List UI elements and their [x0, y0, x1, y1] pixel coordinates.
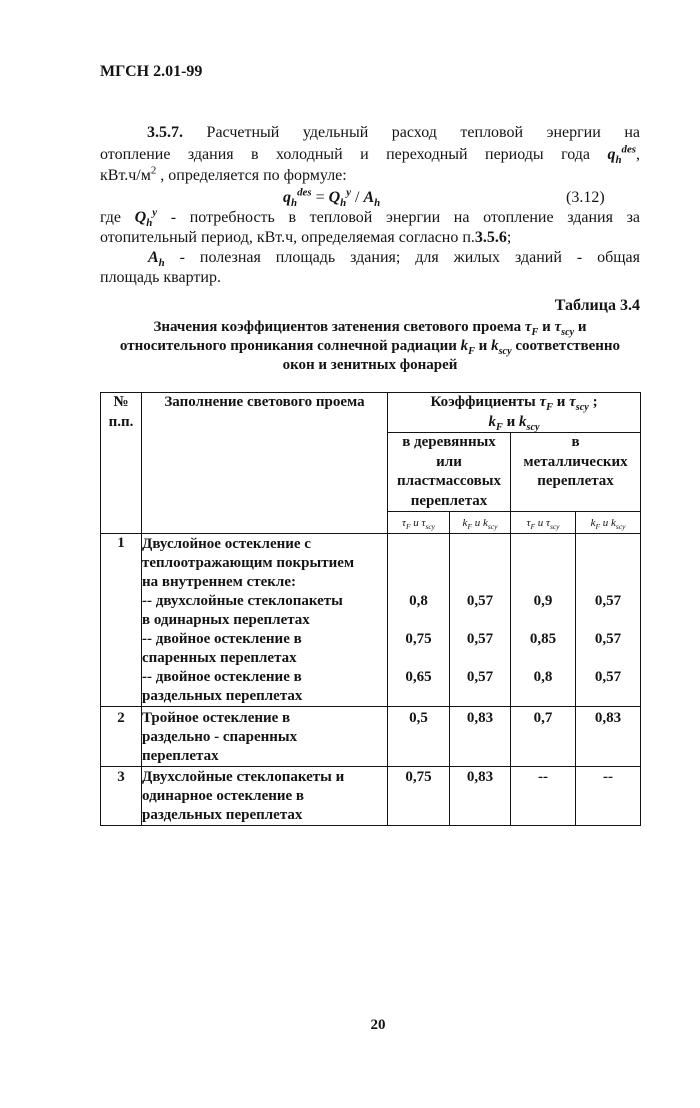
- clause-text-3: , определяется по формуле:: [156, 167, 347, 184]
- page-number: 20: [370, 1017, 386, 1033]
- description-line: раздельных переплетах: [142, 688, 303, 704]
- symbol-base: k: [460, 338, 469, 354]
- value-tau-metal: 0,9: [511, 592, 576, 630]
- conjunction: и: [556, 394, 566, 410]
- clause-reference: 3.5.6: [474, 229, 507, 246]
- description-line: теплоотражающим покрытием: [142, 555, 355, 571]
- value-tau-wood: 0,8: [388, 592, 450, 630]
- value-k-metal: --: [576, 767, 641, 826]
- symbol-subscript: scy: [498, 346, 512, 357]
- subrow-description: [142, 592, 388, 630]
- header-number-line: №: [113, 394, 129, 410]
- definition-line-2: [100, 228, 511, 248]
- description-line: на внутреннем стекле:: [142, 574, 296, 590]
- symbol-base: τ: [569, 394, 576, 410]
- symbol-tau-f: [524, 319, 539, 338]
- symbol-base: τ: [554, 319, 562, 335]
- symbol-base: τ: [539, 394, 547, 410]
- definition-line-1: [100, 208, 640, 228]
- row-number: 2: [101, 707, 142, 767]
- row-number: 1: [101, 534, 142, 707]
- symbol-subscript: F: [405, 521, 411, 531]
- header-tau-metal: [511, 512, 576, 534]
- symbol-subscript: scy: [487, 521, 498, 531]
- symbol-base: τ: [524, 319, 532, 335]
- definition-text-3: - полезная площадь здания; для жилых зданий - общая: [179, 249, 640, 266]
- value-tau-wood: 0,65: [388, 668, 450, 707]
- header-wood-line: в деревянных: [402, 434, 496, 450]
- separator: ;: [592, 394, 598, 410]
- table-title-line-2: [100, 336, 640, 356]
- symbol-subscript: F: [531, 327, 539, 338]
- value-tau-wood: 0,75: [388, 767, 450, 826]
- subrow-description: [142, 630, 388, 668]
- symbol-base: k: [611, 516, 616, 529]
- symbol-q-h-des: [607, 143, 637, 167]
- value-cell: [511, 534, 576, 593]
- conjunction: и: [474, 516, 481, 529]
- table-title-line-1: [100, 317, 640, 337]
- value-cell: [576, 534, 641, 593]
- value-k-wood: 0,83: [450, 767, 511, 826]
- header-filling: [142, 393, 388, 534]
- definition-line-3: [148, 248, 640, 268]
- value-tau-metal: 0,7: [511, 707, 576, 767]
- row-description: [142, 767, 388, 826]
- symbol-subscript: F: [595, 521, 601, 531]
- description-line: раздельных переплетах: [142, 807, 303, 823]
- formula-denominator: [363, 189, 381, 210]
- where-word: где: [100, 209, 122, 226]
- clause-text-2-end: ,: [636, 146, 641, 163]
- row-description: [142, 534, 388, 593]
- symbol-subscript: F: [467, 521, 472, 531]
- value-k-wood: 0,83: [450, 707, 511, 767]
- description-line: Двуслойное остекление с: [142, 536, 311, 552]
- symbol-base: τ: [546, 516, 550, 529]
- formula-numerator: [328, 186, 352, 210]
- symbol-base: k: [462, 516, 468, 529]
- value-k-wood: 0,57: [450, 668, 511, 707]
- value-k-metal: 0,83: [576, 707, 641, 767]
- symbol-base: A: [148, 249, 159, 266]
- symbol-base: Q: [328, 189, 341, 206]
- value-k-wood: 0,57: [450, 592, 511, 630]
- symbol-k-f: [460, 338, 475, 357]
- description-line: Двухслойные стеклопакеты и: [142, 769, 345, 785]
- symbol-base: q: [607, 146, 616, 163]
- symbol-base: A: [363, 189, 375, 206]
- header-coefficients-line-1: [388, 393, 640, 413]
- symbol-superscript: des: [297, 186, 312, 199]
- formula-label: (3.12): [566, 189, 605, 206]
- symbol-subscript: F: [530, 521, 535, 531]
- table-label: Таблица 3.4: [554, 297, 640, 314]
- unit-text: кВт.ч/м: [100, 167, 151, 184]
- symbol-subscript: scy: [549, 521, 560, 531]
- symbol-superscript: y: [346, 186, 352, 199]
- description-line: -- двойное остекление в: [142, 631, 302, 647]
- value-k-metal: 0,57: [576, 668, 641, 707]
- value-cell: [450, 534, 511, 593]
- symbol-subscript: scy: [575, 402, 589, 413]
- symbol-base: k: [491, 338, 499, 354]
- symbol-base: k: [488, 413, 497, 430]
- value-cell: [388, 534, 450, 593]
- table-title-text-2-end: соответственно: [515, 338, 621, 354]
- symbol-k-scy: [491, 338, 512, 357]
- table-title-text-2: относительного проникания солнечной радиации: [119, 338, 457, 354]
- value-tau-wood: 0,5: [388, 707, 450, 767]
- header-coefficients: [388, 393, 641, 433]
- table-subrow: [101, 630, 641, 668]
- symbol-base: τ: [402, 516, 406, 529]
- definition-text-2-end: ;: [506, 229, 512, 246]
- table-title-text-1: Значения коэффициентов затенения светового проема: [153, 319, 522, 335]
- table-header-row-1: [101, 393, 641, 433]
- conjunction: и: [506, 413, 516, 430]
- value-tau-wood: 0,75: [388, 630, 450, 668]
- description-line: раздельно - спаренных: [142, 729, 298, 745]
- header-number: [101, 393, 142, 534]
- symbol-q-h-y: [134, 206, 158, 230]
- clause-line-2: [100, 145, 640, 165]
- row-description: [142, 707, 388, 767]
- symbol-subscript: scy: [561, 327, 575, 338]
- symbol-subscript: h: [158, 257, 165, 270]
- value-k-metal: 0,57: [576, 630, 641, 668]
- coefficients-table: [100, 392, 641, 826]
- subrow-description: [142, 668, 388, 707]
- table-subrow: [101, 668, 641, 707]
- conjunction: и: [577, 319, 587, 335]
- header-wood-frames: [388, 433, 511, 512]
- definition-text-2: отопительный период, кВт.ч, определяемая согласно п.: [100, 229, 475, 246]
- header-tau-wood: [388, 512, 450, 534]
- description-line: в одинарных переплетах: [142, 612, 310, 628]
- formula-lhs: [283, 186, 312, 210]
- table-row: [101, 707, 641, 767]
- symbol-k-scy: [518, 413, 540, 433]
- formula-divide: /: [355, 189, 360, 206]
- clause-text-2: отопление здания в холодный и переходный периоды года: [100, 146, 591, 163]
- conjunction: и: [478, 338, 488, 354]
- value-tau-metal: 0,8: [511, 668, 576, 707]
- table-subrow: [101, 592, 641, 630]
- conjunction: и: [542, 319, 551, 335]
- header-filling-text: Заполнение светового проема: [164, 394, 365, 410]
- header-metal-frames: [511, 433, 641, 512]
- description-line: Тройное остекление в: [142, 710, 291, 726]
- value-tau-metal: 0,85: [511, 630, 576, 668]
- symbol-subscript: h: [291, 197, 298, 210]
- value-k-metal: 0,57: [576, 592, 641, 630]
- clause-text-1: Расчетный удельный расход тепловой энергии на: [206, 124, 641, 141]
- symbol-base: q: [283, 189, 291, 206]
- conjunction: и: [602, 516, 609, 529]
- description-line: -- двойное остекление в: [142, 669, 302, 685]
- row-number: 3: [101, 767, 142, 826]
- symbol-tau-scy: [554, 319, 575, 338]
- symbol-base: k: [518, 413, 527, 430]
- value-k-wood: 0,57: [450, 630, 511, 668]
- symbol-tau-scy: [569, 394, 589, 413]
- formula-equals: =: [315, 189, 325, 206]
- header-wood-line: переплетах: [410, 492, 488, 509]
- symbol-tau-f: [539, 394, 553, 413]
- header-metal-line: переплетах: [537, 473, 614, 489]
- definition-line-4: площадь квартир.: [100, 269, 221, 286]
- description-line: переплетах: [142, 748, 219, 764]
- unit-superscript: 2: [150, 164, 157, 177]
- symbol-subscript: F: [468, 346, 475, 357]
- symbol-superscript: des: [621, 143, 637, 156]
- header-wood-line: или: [436, 453, 462, 470]
- symbol-subscript: h: [374, 197, 381, 210]
- table-row: [101, 534, 641, 593]
- symbol-subscript: F: [546, 402, 553, 413]
- symbol-subscript: h: [146, 217, 153, 230]
- symbol-subscript: h: [340, 197, 347, 210]
- symbol-base: k: [483, 516, 488, 529]
- value-tau-metal: --: [511, 767, 576, 826]
- symbol-base: τ: [526, 516, 531, 529]
- symbol-a-h: [148, 249, 165, 270]
- clause-line-3: [100, 166, 347, 186]
- symbol-base: Q: [134, 209, 147, 226]
- formula-3-12: [283, 188, 380, 208]
- symbol-subscript: scy: [526, 421, 540, 433]
- description-line: одинарное остекление в: [142, 788, 305, 804]
- description-line: спаренных переплетах: [142, 650, 297, 666]
- header-wood-line: пластмассовых: [397, 473, 501, 489]
- symbol-subscript: h: [615, 154, 622, 167]
- table-row: [101, 767, 641, 826]
- symbol-subscript: F: [496, 421, 503, 433]
- symbol-base: k: [590, 516, 596, 529]
- symbol-subscript: scy: [615, 521, 626, 531]
- symbol-superscript: y: [152, 206, 158, 219]
- clause-line-1: [147, 123, 640, 143]
- header-metal-line: металлических: [523, 453, 628, 470]
- header-k-metal: [576, 512, 641, 534]
- header-coefficients-line-2: [388, 413, 640, 433]
- definition-text-1: - потребность в тепловой энергии на отопление здания за: [170, 209, 641, 226]
- document-code: МГСН 2.01-99: [100, 63, 203, 80]
- symbol-k-f: [488, 413, 503, 433]
- header-coefficients-word: Коэффициенты: [430, 394, 536, 410]
- symbol-subscript: scy: [425, 521, 435, 531]
- header-k-wood: [450, 512, 511, 534]
- header-number-line: п.п.: [108, 413, 134, 430]
- table-title-line-3: окон и зенитных фонарей: [282, 357, 458, 373]
- conjunction: и: [537, 516, 544, 529]
- header-metal-line: в: [571, 434, 580, 450]
- clause-number: 3.5.7.: [147, 124, 183, 141]
- description-line: -- двухслойные стеклопакеты: [142, 593, 343, 609]
- symbol-base: τ: [421, 516, 426, 529]
- conjunction: и: [413, 516, 419, 529]
